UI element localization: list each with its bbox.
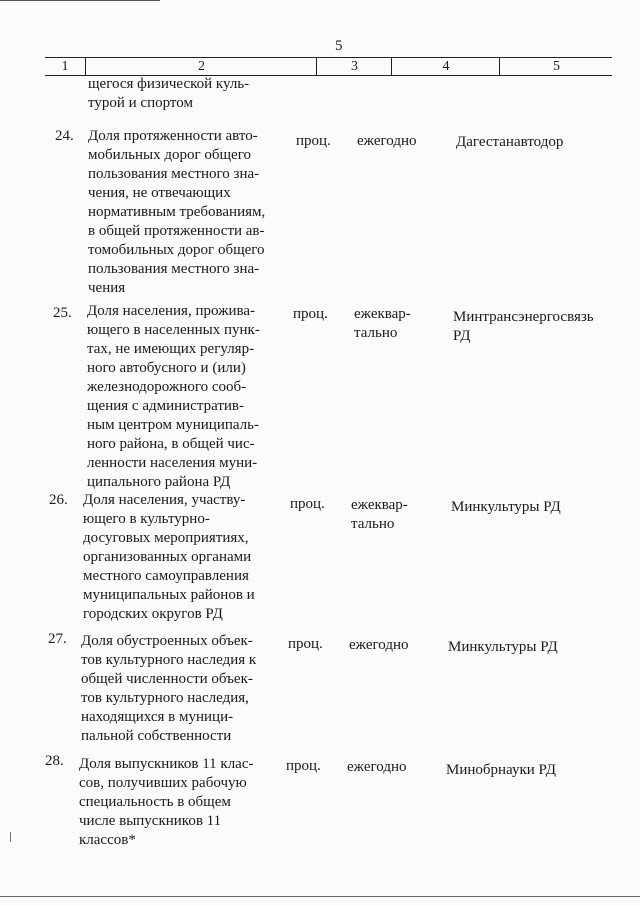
- text-line: чения: [88, 280, 126, 296]
- text-line: железнодорожного сооб-: [87, 379, 247, 395]
- text-line: нормативным требованиям,: [88, 204, 266, 220]
- row-description: [88, 127, 272, 298]
- text-line: тов культурного наследия,: [81, 690, 249, 706]
- text-line: ющего в населенных пунк-: [87, 322, 260, 338]
- row-unit: проц.: [290, 496, 325, 512]
- text-line: тально: [351, 516, 395, 532]
- row-organization: [446, 761, 556, 780]
- text-line: ленности населения муни-: [87, 455, 258, 471]
- text-line: ного автобусного и (или): [87, 360, 246, 376]
- text-line: турой и спортом: [88, 95, 193, 111]
- text-line: в общей протяженности ав-: [88, 223, 265, 239]
- row-unit: проц.: [286, 758, 321, 774]
- row-description: [81, 632, 263, 746]
- page-number: 5: [335, 38, 343, 54]
- header-col-5: 5: [499, 58, 613, 75]
- row-number: 27.: [48, 631, 67, 647]
- row-number: 26.: [49, 492, 68, 508]
- text-line: Доля выпускников 11 клас-: [79, 756, 254, 772]
- row-organization: [456, 133, 563, 152]
- text-line: ежегодно: [357, 133, 417, 149]
- header-col-1: 1: [61, 59, 69, 74]
- text-line: числе выпускников 11: [79, 813, 222, 829]
- text-line: Минтрансэнергосвязь: [453, 309, 594, 325]
- text-line: тально: [354, 325, 398, 341]
- scan-edge-line: [0, 896, 640, 897]
- row-number: 28.: [45, 753, 64, 769]
- text-line: муниципальных районов и: [83, 587, 255, 603]
- text-line: ежегодно: [349, 637, 409, 653]
- text-line: Дагестанавтодор: [456, 134, 564, 150]
- text-line: ным центром муниципаль-: [87, 417, 259, 433]
- text-line: ного района, в общей чис-: [87, 436, 255, 452]
- text-line: пользования местного зна-: [88, 166, 260, 182]
- row-organization: [451, 498, 561, 517]
- text-line: щегося физической куль-: [88, 76, 250, 92]
- row-number: 25.: [53, 305, 72, 321]
- text-line: сов, получивших рабочую: [79, 775, 247, 791]
- text-line: тов культурного наследия к: [81, 652, 257, 668]
- text-line: ежеквар-: [351, 497, 408, 513]
- text-line: классов*: [79, 832, 136, 848]
- text-line: Доля населения, участву-: [83, 492, 246, 508]
- text-line: ципального района РД: [87, 474, 231, 490]
- row-description: [79, 755, 261, 850]
- text-line: тах, не имеющих регуляр-: [87, 341, 255, 357]
- scan-edge-line: [0, 0, 160, 1]
- text-line: Доля протяженности авто-: [88, 128, 258, 144]
- row-period: [357, 132, 417, 151]
- text-line: чения, не отвечающих: [88, 185, 231, 201]
- table-header: [45, 57, 612, 76]
- text-line: местного самоуправления: [83, 568, 249, 584]
- text-line: специальность в общем: [79, 794, 231, 810]
- text-line: ежегодно: [347, 759, 407, 775]
- text-line: пальной собственности: [81, 728, 232, 744]
- row-unit: проц.: [288, 636, 323, 652]
- row-organization: [448, 638, 558, 657]
- text-line: организованных органами: [83, 549, 252, 565]
- text-line: ющего в культурно-: [83, 511, 210, 527]
- scan-mark: [10, 832, 11, 842]
- row-unit: проц.: [293, 306, 328, 322]
- continuation-text: [88, 75, 272, 113]
- text-line: Минобрнауки РД: [446, 762, 556, 778]
- row-period: [349, 636, 409, 655]
- row-period: [351, 496, 408, 534]
- row-period: [347, 758, 407, 777]
- row-period: [354, 305, 411, 343]
- text-line: досуговых мероприятиях,: [83, 530, 249, 546]
- row-organization: [453, 308, 594, 346]
- text-line: городских округов РД: [83, 606, 223, 622]
- text-line: ежеквар-: [354, 306, 411, 322]
- row-description: [87, 302, 272, 492]
- header-col-2: 2: [85, 58, 317, 75]
- header-col-3: 3: [316, 58, 392, 75]
- row-unit: проц.: [296, 133, 331, 149]
- text-line: пользования местного зна-: [88, 261, 260, 277]
- text-line: Доля обустроенных объек-: [81, 633, 253, 649]
- text-line: Доля населения, прожива-: [87, 303, 256, 319]
- row-description: [83, 491, 264, 624]
- text-line: находящихся в муници-: [81, 709, 234, 725]
- text-line: Минкультуры РД: [448, 639, 558, 655]
- text-line: томобильных дорог общего: [88, 242, 265, 258]
- text-line: общей численности объек-: [81, 671, 253, 687]
- text-line: РД: [453, 328, 471, 344]
- header-col-4: 4: [391, 58, 500, 75]
- text-line: щения с административ-: [87, 398, 245, 414]
- text-line: Минкультуры РД: [451, 499, 561, 515]
- text-line: мобильных дорог общего: [88, 147, 251, 163]
- row-number: 24.: [55, 128, 74, 144]
